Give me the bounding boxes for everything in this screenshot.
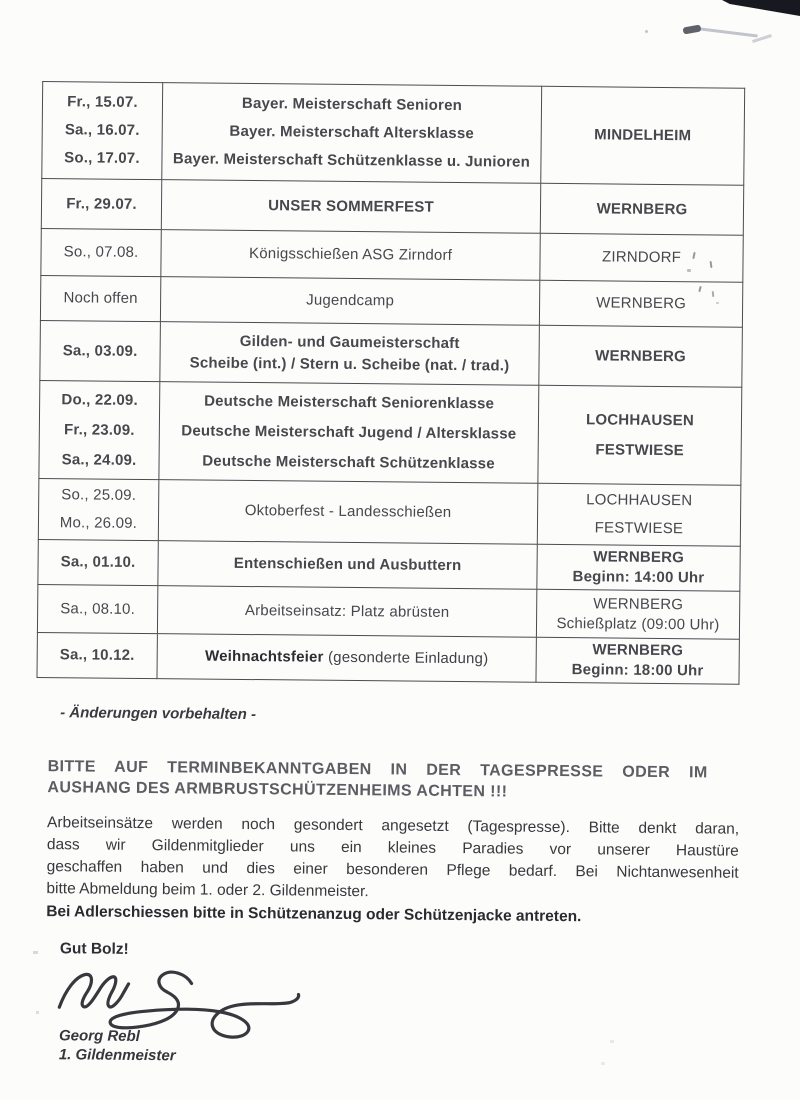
changes-reserved-note: - Änderungen vorbehalten - [60, 704, 257, 724]
event-line: Deutsche Meisterschaft Seniorenklasse [204, 392, 495, 412]
date-line: Mo., 26.09. [59, 514, 138, 532]
event-cell [160, 277, 539, 326]
event-main-text: Weihnachtsfeier [204, 647, 324, 666]
table-row [41, 179, 743, 236]
event-cell [157, 586, 536, 638]
date-cell [37, 632, 157, 678]
location-cell [536, 637, 739, 684]
date-line: Sa., 10.12. [59, 646, 135, 664]
event-line: Königsschießen ASG Zirndorf [248, 244, 453, 264]
date-cell [41, 179, 161, 230]
event-cell [158, 480, 538, 545]
scan-artifact-speck [687, 269, 691, 272]
location-line: Schießplatz (09:00 Uhr) [556, 614, 720, 634]
date-line: Noch offen [63, 289, 138, 307]
location-line: LOCHHAUSEN [585, 410, 694, 429]
table-row [37, 584, 739, 639]
location-line: WERNBERG [596, 199, 688, 218]
scan-artifact-speck [601, 1062, 605, 1065]
table-row [37, 632, 739, 684]
location-line: WERNBERG [593, 594, 684, 613]
table-row [39, 380, 742, 485]
location-line: Beginn: 18:00 Uhr [571, 661, 704, 680]
paragraph-line: Arbeitseinsätze werden noch gesondert angesetzt (Tagespresse). Bitte denkt daran, [47, 814, 740, 838]
scan-artifact-speck [716, 302, 719, 304]
location-line: LOCHHAUSEN [586, 491, 693, 510]
date-cell [40, 275, 160, 321]
date-cell [37, 584, 157, 633]
event-line: Bayer. Meisterschaft Altersklasse [229, 122, 475, 143]
event-cell [161, 230, 540, 281]
location-cell [537, 483, 741, 546]
event-line [162, 646, 532, 670]
date-cell [38, 478, 159, 540]
event-line: UNSER SOMMERFEST [268, 196, 434, 216]
paragraph-line: dass wir Gildenmitglieder uns ein kleines Paradies vor unserer Haustüre [46, 836, 739, 860]
date-line: So., 07.08. [63, 243, 139, 261]
table-row [38, 539, 740, 591]
date-line: Sa., 24.09. [61, 450, 137, 469]
location-cell [539, 325, 743, 387]
location-line: WERNBERG [592, 641, 684, 660]
press-notice-line: AUSHANG DES ARMBRUSTSCHÜTZENHEIMS ACHTEN !!! [47, 779, 508, 801]
event-line: Oktoberfest - Landesschießen [244, 501, 452, 521]
event-cell [161, 180, 540, 234]
table-row [38, 478, 741, 546]
location-cell [541, 86, 745, 185]
date-line: Fr., 15.07. [67, 93, 138, 111]
location-line: MINDELHEIM [594, 126, 692, 145]
event-cell [158, 541, 537, 590]
location-cell [540, 183, 743, 235]
location-line: WERNBERG [595, 346, 687, 365]
greeting-text: Gut Bolz! [59, 940, 129, 958]
date-line: Do., 22.09. [61, 390, 138, 409]
date-line: Fr., 23.09. [63, 420, 135, 439]
date-line: Fr., 29.07. [66, 194, 137, 213]
scan-artifact-dot [645, 30, 648, 33]
press-notice-line: BITTE AUF TERMINBEKANNTGABEN IN DER TAGESPRESSE ODER IM [47, 758, 708, 782]
event-line: Arbeitseinsatz: Platz abrüsten [244, 601, 450, 621]
event-line: Deutsche Meisterschaft Jugend / Altersklasse [181, 421, 517, 443]
location-line: WERNBERG [593, 548, 685, 567]
event-line: Gilden- und Gaumeisterschaft [239, 332, 460, 352]
date-cell [40, 320, 161, 381]
date-cell [41, 228, 161, 276]
location-line: FESTWIESE [594, 519, 684, 538]
date-line: So., 17.07. [64, 149, 140, 167]
date-line: So., 25.09. [61, 486, 137, 504]
date-line: Sa., 01.10. [60, 553, 136, 571]
scan-artifact-speck [36, 1011, 39, 1014]
event-cell [162, 83, 542, 184]
date-cell [42, 82, 163, 180]
signer-title: 1. Gildenmeister [58, 1046, 176, 1065]
adlerschiessen-note: Bei Adlerschiessen bitte in Schützenanzug oder Schützenjacke antreten. [46, 903, 582, 926]
scan-artifact-speck [610, 1040, 614, 1043]
paragraph-line: bitte Abmeldung beim 1. oder 2. Gildenmeister. [46, 880, 369, 901]
date-cell [39, 380, 160, 479]
date-line: Sa., 03.09. [62, 341, 138, 360]
location-line: ZIRNDORF [601, 248, 682, 267]
table-row [40, 320, 743, 387]
signer-name: Georg Rebl [58, 1027, 140, 1045]
event-note-text: (gesonderte Einladung) [327, 648, 489, 668]
signer-block [59, 1026, 176, 1065]
work-assignment-paragraph [46, 812, 739, 907]
location-line: WERNBERG [596, 294, 687, 313]
table-row [40, 275, 742, 327]
date-line: Sa., 16.07. [64, 121, 140, 139]
event-line: Jugendcamp [306, 291, 395, 310]
location-cell [540, 233, 743, 282]
location-cell [537, 544, 740, 591]
location-line: Beginn: 14:00 Uhr [572, 568, 705, 587]
event-line: Deutsche Meisterschaft Schützenklasse [202, 452, 495, 472]
event-line: Bayer. Meisterschaft Schützenklasse u. Junioren [172, 150, 531, 171]
schedule-table [36, 81, 745, 685]
location-cell [536, 589, 739, 639]
event-cell [157, 634, 536, 683]
location-cell [538, 385, 742, 485]
event-line: Entenschießen und Ausbuttern [233, 554, 462, 575]
location-cell [539, 280, 742, 327]
press-notice [47, 756, 707, 804]
location-line: FESTWIESE [595, 440, 685, 459]
scan-artifact-speck [712, 291, 715, 297]
event-line: Scheibe (int.) / Stern u. Scheibe (nat. / trad.) [189, 353, 510, 374]
scan-artifact-speck [33, 951, 38, 954]
paragraph-line: geschaffen haben und dies einer besonderen Pflege bedarf. Bei Nichtanwesenheit [46, 858, 739, 882]
table-row [41, 228, 743, 282]
date-line: Sa., 08.10. [60, 599, 136, 618]
event-line: Bayer. Meisterschaft Senioren [241, 94, 463, 115]
event-cell [160, 322, 540, 386]
table-row [42, 82, 745, 186]
date-cell [38, 539, 158, 585]
event-cell [159, 382, 539, 484]
